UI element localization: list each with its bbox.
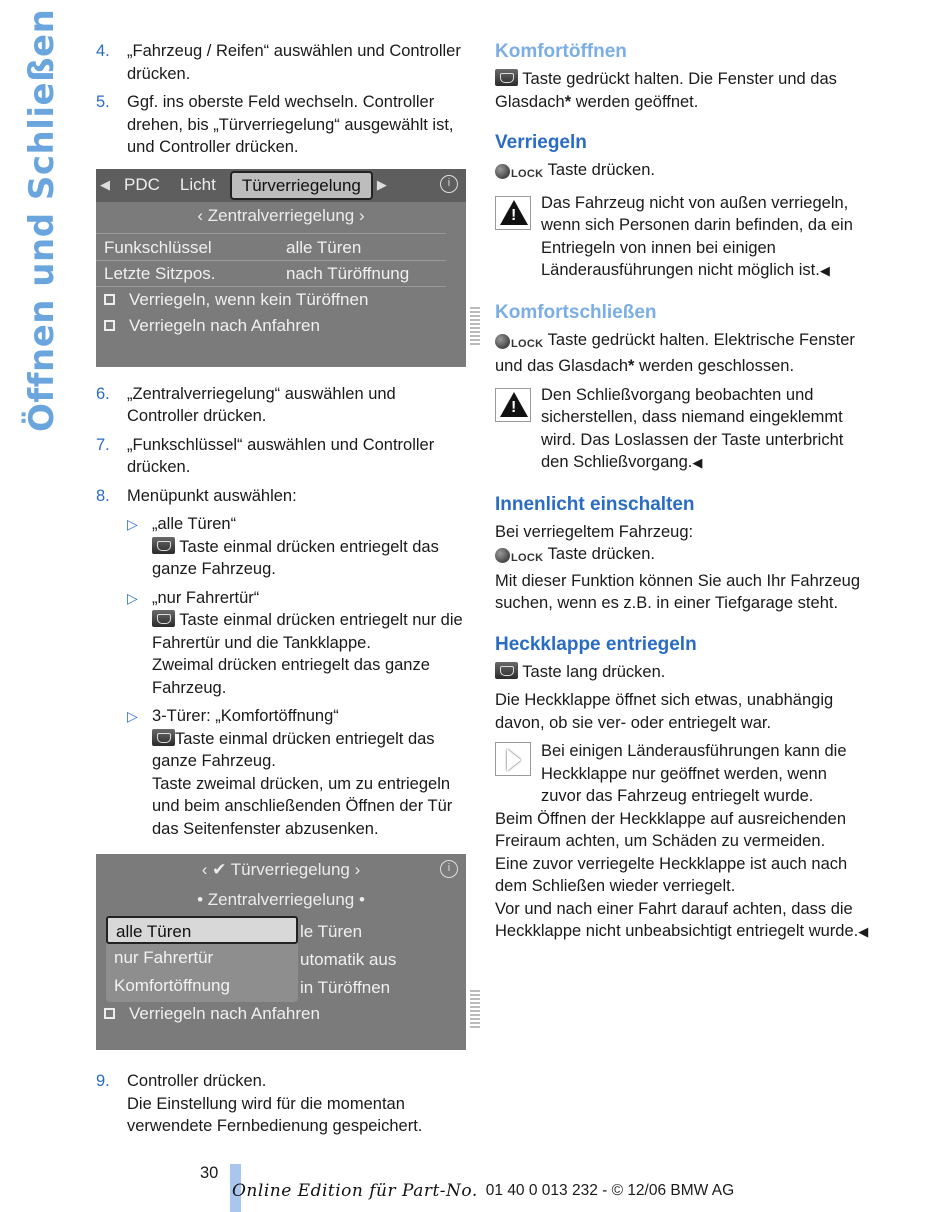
lock-key-icon: LOCK [495,545,543,570]
section-innenlicht [495,493,870,615]
paragraph-text: Taste drücken. [543,161,655,179]
unlock-key-icon [495,69,518,86]
step-number: 9. [96,1072,110,1090]
screen-subhead: • Zentralverriegelung • [197,890,365,909]
info-icon: i [440,860,458,878]
paragraph-text: Die Heckklappe öffnet sich etwas, unabhängig davon, ob sie ver- oder entriegelt war. [495,691,834,732]
unlock-key-icon [152,610,175,627]
left-column [96,40,468,1144]
step-text: „Zentralverriegelung“ auswählen und Controller drücken. [127,384,396,425]
option-text: Taste einmal drücken entriegelt das ganze Fahrzeug. [152,729,435,770]
warning-triangle-icon [495,388,531,422]
image-code-mark [470,307,480,347]
end-mark-icon: ◀ [819,263,830,278]
setting-row-letzte-sitzpos [104,262,464,286]
option-komfortoeffnung [127,705,468,840]
behind-value: in Türöffnen [300,978,391,997]
popup-option-alle-tueren: alle Türen [106,916,298,944]
paragraph-text: Taste lang drücken. [518,662,666,681]
paragraph-text: Taste gedrückt halten. Die Fenster und das Glasdach [495,70,837,111]
checkbox-label: Verriegeln nach Anfahren [129,1004,320,1023]
warning-text: Den Schließvorgang beobachten und sicherstellen, dass niemand eingeklemmt wird. Das Loslassen der Taste unterbricht den Schließvorgang. [541,385,844,471]
paragraph-text: Taste drücken. [543,545,655,563]
section-heading: Verriegeln [495,132,587,153]
divider [96,286,446,287]
chapter-title: Öffnen und Schließen [22,8,62,432]
option-popup [106,916,298,1002]
screen-title: ‹ ✔ Türverriegelung › [201,860,361,879]
behind-value: le Türen [300,922,363,941]
option-text: Taste zweimal drücken, um zu entriegeln und beim anschließenden Öffnen der Tür das Seitenfenster abzusenken. [152,774,453,838]
right-column [495,40,870,962]
section-heading: Heckklappe entriegeln [495,633,697,655]
section-komfortschliessen [495,301,870,475]
step-number: 8. [96,486,110,505]
screen-subhead: ‹ Zentralverriegelung › [197,205,365,225]
left-arrow-icon: ◀ [100,177,110,192]
page-number: 30 [200,1164,219,1182]
section-heading: Komfortöffnen [495,41,627,62]
setting-value: nach Türöffnung [286,263,410,283]
step-number: 5. [96,93,110,111]
note-text: Vor und nach einer Fahrt darauf achten, dass die Heckklappe nicht unbeabsichtigt entriegelt wurde. [495,899,859,940]
section-heading: Innenlicht einschalten [495,493,695,515]
paragraph-text: werden geschlossen. [634,357,795,375]
idrive-screen-tuerverriegelung [96,169,466,367]
paragraph-text: Mit dieser Funktion können Sie auch Ihr Fahrzeug suchen, wenn es z.B. in einer Tiefgarage steht. [495,571,861,612]
popup-option-nur-fahrertuer: nur Fahrertür [114,948,214,967]
section-verriegeln [495,131,870,283]
popup-option-komfortoeffnung: Komfortöffnung [114,976,230,995]
step-number: 4. [96,42,110,60]
info-note [495,740,870,808]
option-nur-fahrertuer [127,587,468,700]
step-4 [96,40,468,85]
divider [96,260,446,261]
right-arrow-icon: ▶ [376,177,387,192]
checkbox-row-nach-anfahren [104,1002,464,1026]
step-text: „Funkschlüssel“ auswählen und Controller drücken. [127,435,435,476]
trunk-key-icon [495,662,518,679]
step-number: 6. [96,384,110,403]
option-title: „alle Türen“ [152,515,237,533]
step-9 [96,1070,468,1138]
note-text: Bei einigen Länderausführungen kann die Heckklappe nur geöffnet werden, wenn zuvor das Fahrzeug entriegelt wurde. [541,742,847,805]
footer [232,1180,734,1203]
step-5 [96,91,468,159]
checkbox-label: Verriegeln nach Anfahren [129,315,320,335]
section-heckklappe [495,633,870,944]
lock-key-icon: LOCK [495,161,543,186]
warning-note [495,192,870,283]
setting-value: alle Türen [286,237,362,257]
paragraph-text: Taste gedrückt halten. Elektrische Fenster und das Glasdach [495,330,855,375]
checkbox-icon [104,294,115,305]
behind-value: utomatik aus [300,950,397,969]
note-triangle-icon [495,742,531,776]
lock-key-icon: LOCK [495,331,543,356]
step-text: „Fahrzeug / Reifen“ auswählen und Controller drücken. [127,42,461,83]
note-text: Eine zuvor verriegelte Heckklappe ist auch nach dem Schließen wieder verriegelt. [495,854,848,895]
step-number: 7. [96,435,110,454]
step-8 [96,485,468,508]
step-text: Menüpunkt auswählen: [127,486,297,505]
step-text: Die Einstellung wird für die momentan verwendete Fernbedienung gespeichert. [127,1094,423,1135]
option-alle-tueren [127,513,468,581]
bullet-triangle-icon: ▷ [127,516,138,532]
step-6 [96,383,468,428]
screen-tab-bar [96,169,466,202]
setting-row-funkschluessel [104,236,464,260]
note-text: Beim Öffnen der Heckklappe auf ausreichenden Freiraum achten, um Schäden zu vermeiden. [495,809,846,850]
checkbox-icon [104,320,115,331]
option-text: Taste einmal drücken entriegelt das ganze Fahrzeug. [152,537,439,578]
option-star: * [628,357,635,375]
setting-label: Letzte Sitzpos. [104,263,216,283]
option-title: „nur Fahrertür“ [152,588,260,607]
step-text: Controller drücken. [127,1072,267,1090]
bullet-triangle-icon: ▷ [127,708,138,724]
unlock-key-icon [152,537,175,554]
setting-label: Funkschlüssel [104,237,212,257]
info-icon: i [440,175,458,193]
idrive-screen-funkschluessel-menu [96,854,466,1050]
end-mark-icon: ◀ [692,455,703,470]
tab-licht: Licht [179,175,216,194]
divider [96,233,446,234]
option-text: Zweimal drücken entriegelt das ganze Fahrzeug. [152,656,430,697]
checkbox-label: Verriegeln, wenn kein Türöffnen [129,289,369,309]
section-heading: Komfortschließen [495,301,657,323]
checkbox-icon [104,1008,115,1019]
option-title: 3-Türer: „Komfortöffnung“ [152,707,339,725]
checkbox-row-kein-tueroeffnen [104,288,464,312]
tab-pdc: PDC [124,175,160,194]
document-code: 01 40 0 013 232 - © 12/06 BMW AG [485,1182,735,1199]
image-code-mark [470,990,480,1030]
warning-text: Das Fahrzeug nicht von außen verriegeln, wenn sich Personen darin befinden, da ein Entriegeln von innen bei einigen Länderausführungen nicht möglich ist. [541,193,853,279]
edition-barcode-text: Online Edition für Part-No. [232,1181,478,1201]
end-mark-icon: ◀ [858,924,869,939]
warning-note [495,384,870,475]
step-7 [96,434,468,479]
option-star: * [564,92,572,111]
step-text: Ggf. ins oberste Feld wechseln. Controller drehen, bis „Türverriegelung“ ausgewählt ist, und Controller drücken. [127,93,454,156]
warning-triangle-icon [495,196,531,230]
tab-tuerverriegelung: Türverriegelung [230,171,373,200]
checkbox-row-nach-anfahren [104,314,464,338]
paragraph-text: Bei verriegeltem Fahrzeug: [495,522,694,541]
bullet-triangle-icon: ▷ [127,589,138,606]
paragraph-text: werden geöffnet. [571,92,699,111]
option-text: Taste einmal drücken entriegelt nur die Fahrertür und die Tankklappe. [152,611,463,652]
section-komfortoeffnen [495,40,870,113]
unlock-key-icon [152,729,175,746]
